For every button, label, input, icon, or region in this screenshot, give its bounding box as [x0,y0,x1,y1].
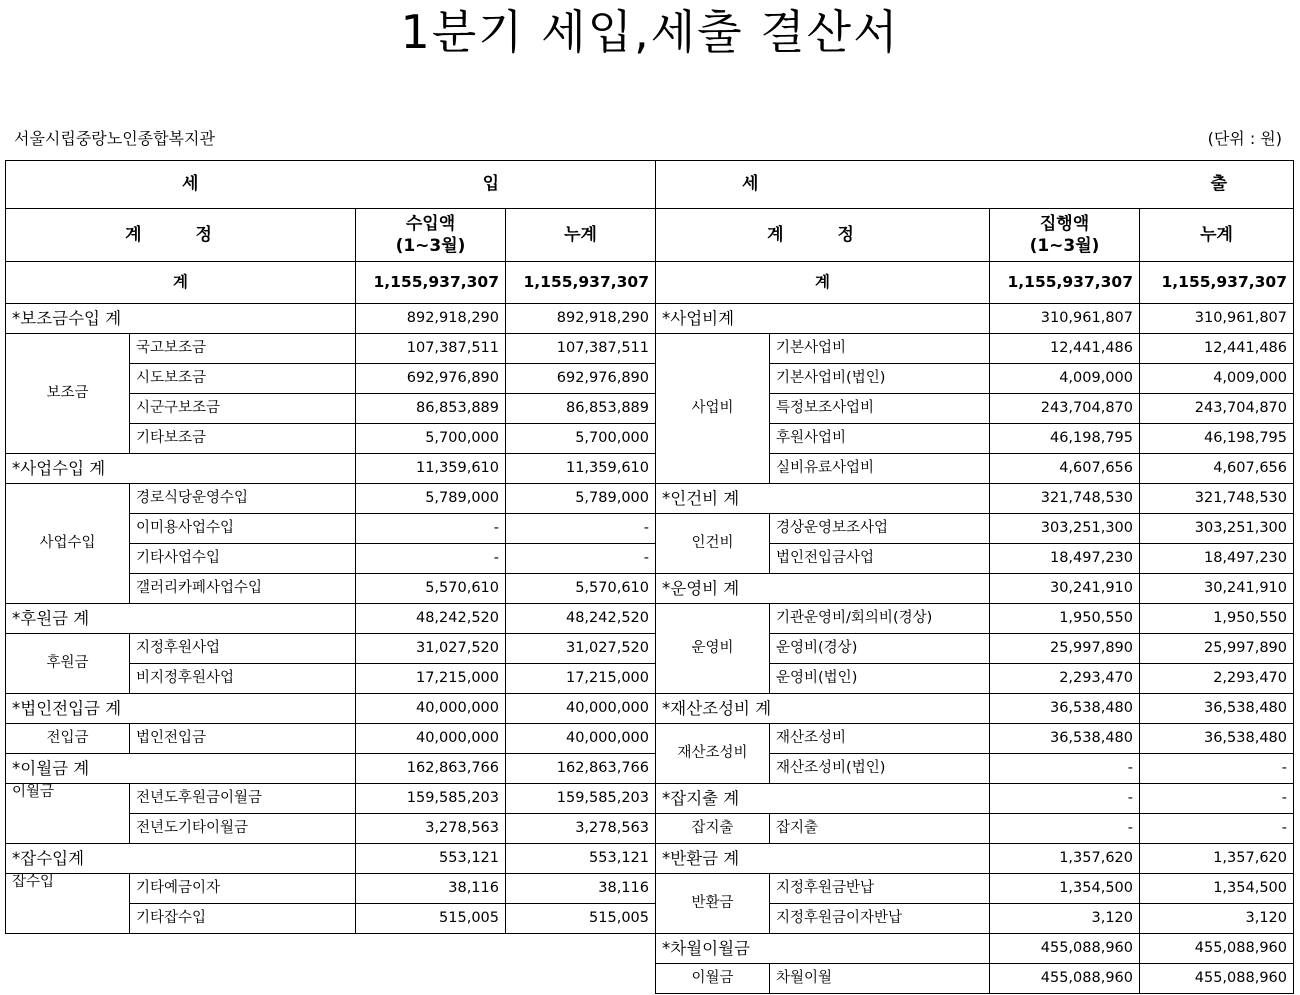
cumulative-cell: 1,357,620 [1140,844,1294,874]
revenue-total-cumulative: 1,155,937,307 [506,262,656,304]
item-label: 국고보조금 [130,334,356,364]
header-row-columns [6,209,1294,262]
item-label: 시도보조금 [130,364,356,394]
group-label: 잡지출 [656,814,770,844]
group-label: 이월금 [6,784,130,844]
cumulative-cell: 159,585,203 [506,784,656,814]
page-title: 1분기 세입,세출 결산서 [400,5,900,59]
amount-cell: 17,215,000 [356,664,506,694]
group-label: 전입금 [6,724,130,754]
cumulative-cell: 38,116 [506,874,656,904]
expense-section-header: 세 출 [656,161,1294,209]
item-label: 운영비(법인) [770,664,990,694]
item-label: 전년도기타이월금 [130,814,356,844]
cumulative-cell: 12,441,486 [1140,334,1294,364]
table-row [6,364,1294,394]
expense-account-header: 계 정 [656,209,990,262]
cumulative-cell: 48,242,520 [506,604,656,634]
cumulative-cell: 4,607,656 [1140,454,1294,484]
expense-cumulative-header: 누계 [1140,209,1294,262]
category-total-label: *보조금수입 계 [6,304,356,334]
cumulative-cell: 3,278,563 [506,814,656,844]
group-label: 인건비 [656,514,770,574]
category-total-label: *법인전입금 계 [6,694,356,724]
item-label: 기관운영비/회의비(경상) [770,604,990,634]
item-label: 실비유료사업비 [770,454,990,484]
item-label: 특정보조사업비 [770,394,990,424]
cumulative-cell: 1,354,500 [1140,874,1294,904]
table-row [6,304,1294,334]
amount-cell: 159,585,203 [356,784,506,814]
revenue-total-amount: 1,155,937,307 [356,262,506,304]
group-label: 잡수입 [6,874,130,934]
cumulative-cell: 11,359,610 [506,454,656,484]
amount-cell: - [356,544,506,574]
category-total-label: *반환금 계 [656,844,990,874]
table-row [6,394,1294,424]
table-row [6,814,1294,844]
table-row [6,694,1294,724]
item-label: 경상운영보조사업 [770,514,990,544]
amount-cell: 515,005 [356,904,506,934]
amount-cell: 46,198,795 [990,424,1140,454]
cumulative-cell: 5,700,000 [506,424,656,454]
cumulative-cell: 553,121 [506,844,656,874]
table-row [6,964,1294,994]
amount-cell: 455,088,960 [990,934,1140,964]
revenue-account-header: 계 정 [6,209,356,262]
item-label: 차월이월 [770,964,990,994]
amount-cell: 4,607,656 [990,454,1140,484]
cumulative-cell: 303,251,300 [1140,514,1294,544]
table-row [6,574,1294,604]
amount-cell: 18,497,230 [990,544,1140,574]
revenue-amount-header: 수입액 (1~3월) [356,209,506,262]
cumulative-cell: - [1140,814,1294,844]
amount-cell: 25,997,890 [990,634,1140,664]
category-total-label: *재산조성비 계 [656,694,990,724]
group-label: 사업비 [656,334,770,484]
item-label: 지정후원사업 [130,634,356,664]
table-row [6,664,1294,694]
cumulative-cell: 25,997,890 [1140,634,1294,664]
group-label: 사업수입 [6,484,130,604]
item-label: 기본사업비 [770,334,990,364]
cumulative-cell: 892,918,290 [506,304,656,334]
cumulative-cell: 31,027,520 [506,634,656,664]
item-label: 재산조성비 [770,724,990,754]
cumulative-cell: 455,088,960 [1140,964,1294,994]
amount-cell: 30,241,910 [990,574,1140,604]
table-row [6,724,1294,754]
amount-cell: 86,853,889 [356,394,506,424]
revenue-total-label: 계 [6,262,356,304]
item-label: 갤러리카페사업수입 [130,574,356,604]
category-total-label: *잡수입계 [6,844,356,874]
item-label: 이미용사업수입 [130,514,356,544]
table-row [6,874,1294,904]
cumulative-cell: - [506,544,656,574]
amount-cell: 1,357,620 [990,844,1140,874]
category-total-label: *사업수입 계 [6,454,356,484]
category-total-label: *인건비 계 [656,484,990,514]
amount-cell: 48,242,520 [356,604,506,634]
item-label: 기타보조금 [130,424,356,454]
category-total-label: *이월금 계 [6,754,356,784]
cumulative-cell: 40,000,000 [506,724,656,754]
item-label: 비지정후원사업 [130,664,356,694]
item-label: 후원사업비 [770,424,990,454]
cumulative-cell: - [506,514,656,544]
cumulative-cell: 36,538,480 [1140,694,1294,724]
amount-cell: 5,700,000 [356,424,506,454]
expense-total-amount: 1,155,937,307 [990,262,1140,304]
item-label: 재산조성비(법인) [770,754,990,784]
cumulative-cell: 692,976,890 [506,364,656,394]
category-total-label: *운영비 계 [656,574,990,604]
cumulative-cell: 30,241,910 [1140,574,1294,604]
category-total-label: *후원금 계 [6,604,356,634]
cumulative-cell: 5,789,000 [506,484,656,514]
cumulative-cell: 2,293,470 [1140,664,1294,694]
amount-cell: 162,863,766 [356,754,506,784]
amount-cell: 310,961,807 [990,304,1140,334]
amount-cell: 36,538,480 [990,724,1140,754]
category-total-label: *사업비계 [656,304,990,334]
amount-cell: 36,538,480 [990,694,1140,724]
cumulative-cell: 4,009,000 [1140,364,1294,394]
amount-cell: 303,251,300 [990,514,1140,544]
cumulative-cell: 455,088,960 [1140,934,1294,964]
amount-cell: - [990,784,1140,814]
table-row [6,544,1294,574]
item-label: 지정후원금반납 [770,874,990,904]
amount-cell: 892,918,290 [356,304,506,334]
amount-cell: 11,359,610 [356,454,506,484]
amount-cell: 692,976,890 [356,364,506,394]
group-label: 이월금 [656,964,770,994]
table-row [6,934,1294,964]
amount-cell: 5,570,610 [356,574,506,604]
cumulative-cell: 36,538,480 [1140,724,1294,754]
table-row [6,484,1294,514]
amount-cell: 31,027,520 [356,634,506,664]
settlement-table [5,160,1294,994]
amount-cell: - [990,754,1140,784]
expense-amount-header: 집행액 (1~3월) [990,209,1140,262]
table-row [6,844,1294,874]
table-row [6,334,1294,364]
amount-cell: 4,009,000 [990,364,1140,394]
cumulative-cell: 86,853,889 [506,394,656,424]
item-label: 경로식당운영수입 [130,484,356,514]
item-label: 기타사업수입 [130,544,356,574]
table-row [6,784,1294,814]
table-row [6,634,1294,664]
table-row [6,904,1294,934]
unit-label: (단위 : 원) [1207,129,1282,148]
amount-cell: 5,789,000 [356,484,506,514]
amount-cell: - [356,514,506,544]
revenue-cumulative-header: 누계 [506,209,656,262]
cumulative-cell: 515,005 [506,904,656,934]
amount-cell: 40,000,000 [356,694,506,724]
group-label: 운영비 [656,604,770,694]
category-total-label: *잡지출 계 [656,784,990,814]
table-row [6,454,1294,484]
amount-cell: 1,950,550 [990,604,1140,634]
group-label: 반환금 [656,874,770,934]
amount-cell: 3,278,563 [356,814,506,844]
organization-name: 서울시립중랑노인종합복지관 [14,129,215,148]
item-label: 기본사업비(법인) [770,364,990,394]
cumulative-cell: 5,570,610 [506,574,656,604]
expense-total-label: 계 [656,262,990,304]
cumulative-cell: - [1140,784,1294,814]
item-label: 잡지출 [770,814,990,844]
cumulative-cell: 243,704,870 [1140,394,1294,424]
item-label: 시군구보조금 [130,394,356,424]
amount-cell: 455,088,960 [990,964,1140,994]
cumulative-cell: 321,748,530 [1140,484,1294,514]
group-label: 후원금 [6,634,130,694]
amount-cell: 243,704,870 [990,394,1140,424]
header-row-section [6,161,1294,209]
item-label: 법인전입금 [130,724,356,754]
amount-cell: 321,748,530 [990,484,1140,514]
item-label: 지정후원금이자반납 [770,904,990,934]
item-label: 전년도후원금이월금 [130,784,356,814]
cumulative-cell: - [1140,754,1294,784]
amount-cell: 12,441,486 [990,334,1140,364]
cumulative-cell: 17,215,000 [506,664,656,694]
category-total-label: *차월이월금 [656,934,990,964]
cumulative-cell: 162,863,766 [506,754,656,784]
table-row [6,604,1294,634]
amount-cell: - [990,814,1140,844]
group-label: 보조금 [6,334,130,454]
revenue-section-header: 세 입 [6,161,656,209]
amount-cell: 107,387,511 [356,334,506,364]
cumulative-cell: 107,387,511 [506,334,656,364]
expense-total-cumulative: 1,155,937,307 [1140,262,1294,304]
empty-cell [6,964,656,994]
table-row [6,424,1294,454]
item-label: 법인전입금사업 [770,544,990,574]
item-label: 운영비(경상) [770,634,990,664]
amount-cell: 2,293,470 [990,664,1140,694]
amount-cell: 40,000,000 [356,724,506,754]
cumulative-cell: 1,950,550 [1140,604,1294,634]
amount-cell: 38,116 [356,874,506,904]
table-row [6,754,1294,784]
cumulative-cell: 310,961,807 [1140,304,1294,334]
cumulative-cell: 3,120 [1140,904,1294,934]
grand-total-row [6,262,1294,304]
item-label: 기타잡수입 [130,904,356,934]
table-row [6,514,1294,544]
amount-cell: 3,120 [990,904,1140,934]
cumulative-cell: 46,198,795 [1140,424,1294,454]
cumulative-cell: 18,497,230 [1140,544,1294,574]
group-label: 재산조성비 [656,724,770,784]
amount-cell: 553,121 [356,844,506,874]
cumulative-cell: 40,000,000 [506,694,656,724]
item-label: 기타예금이자 [130,874,356,904]
amount-cell: 1,354,500 [990,874,1140,904]
empty-cell [6,934,656,964]
